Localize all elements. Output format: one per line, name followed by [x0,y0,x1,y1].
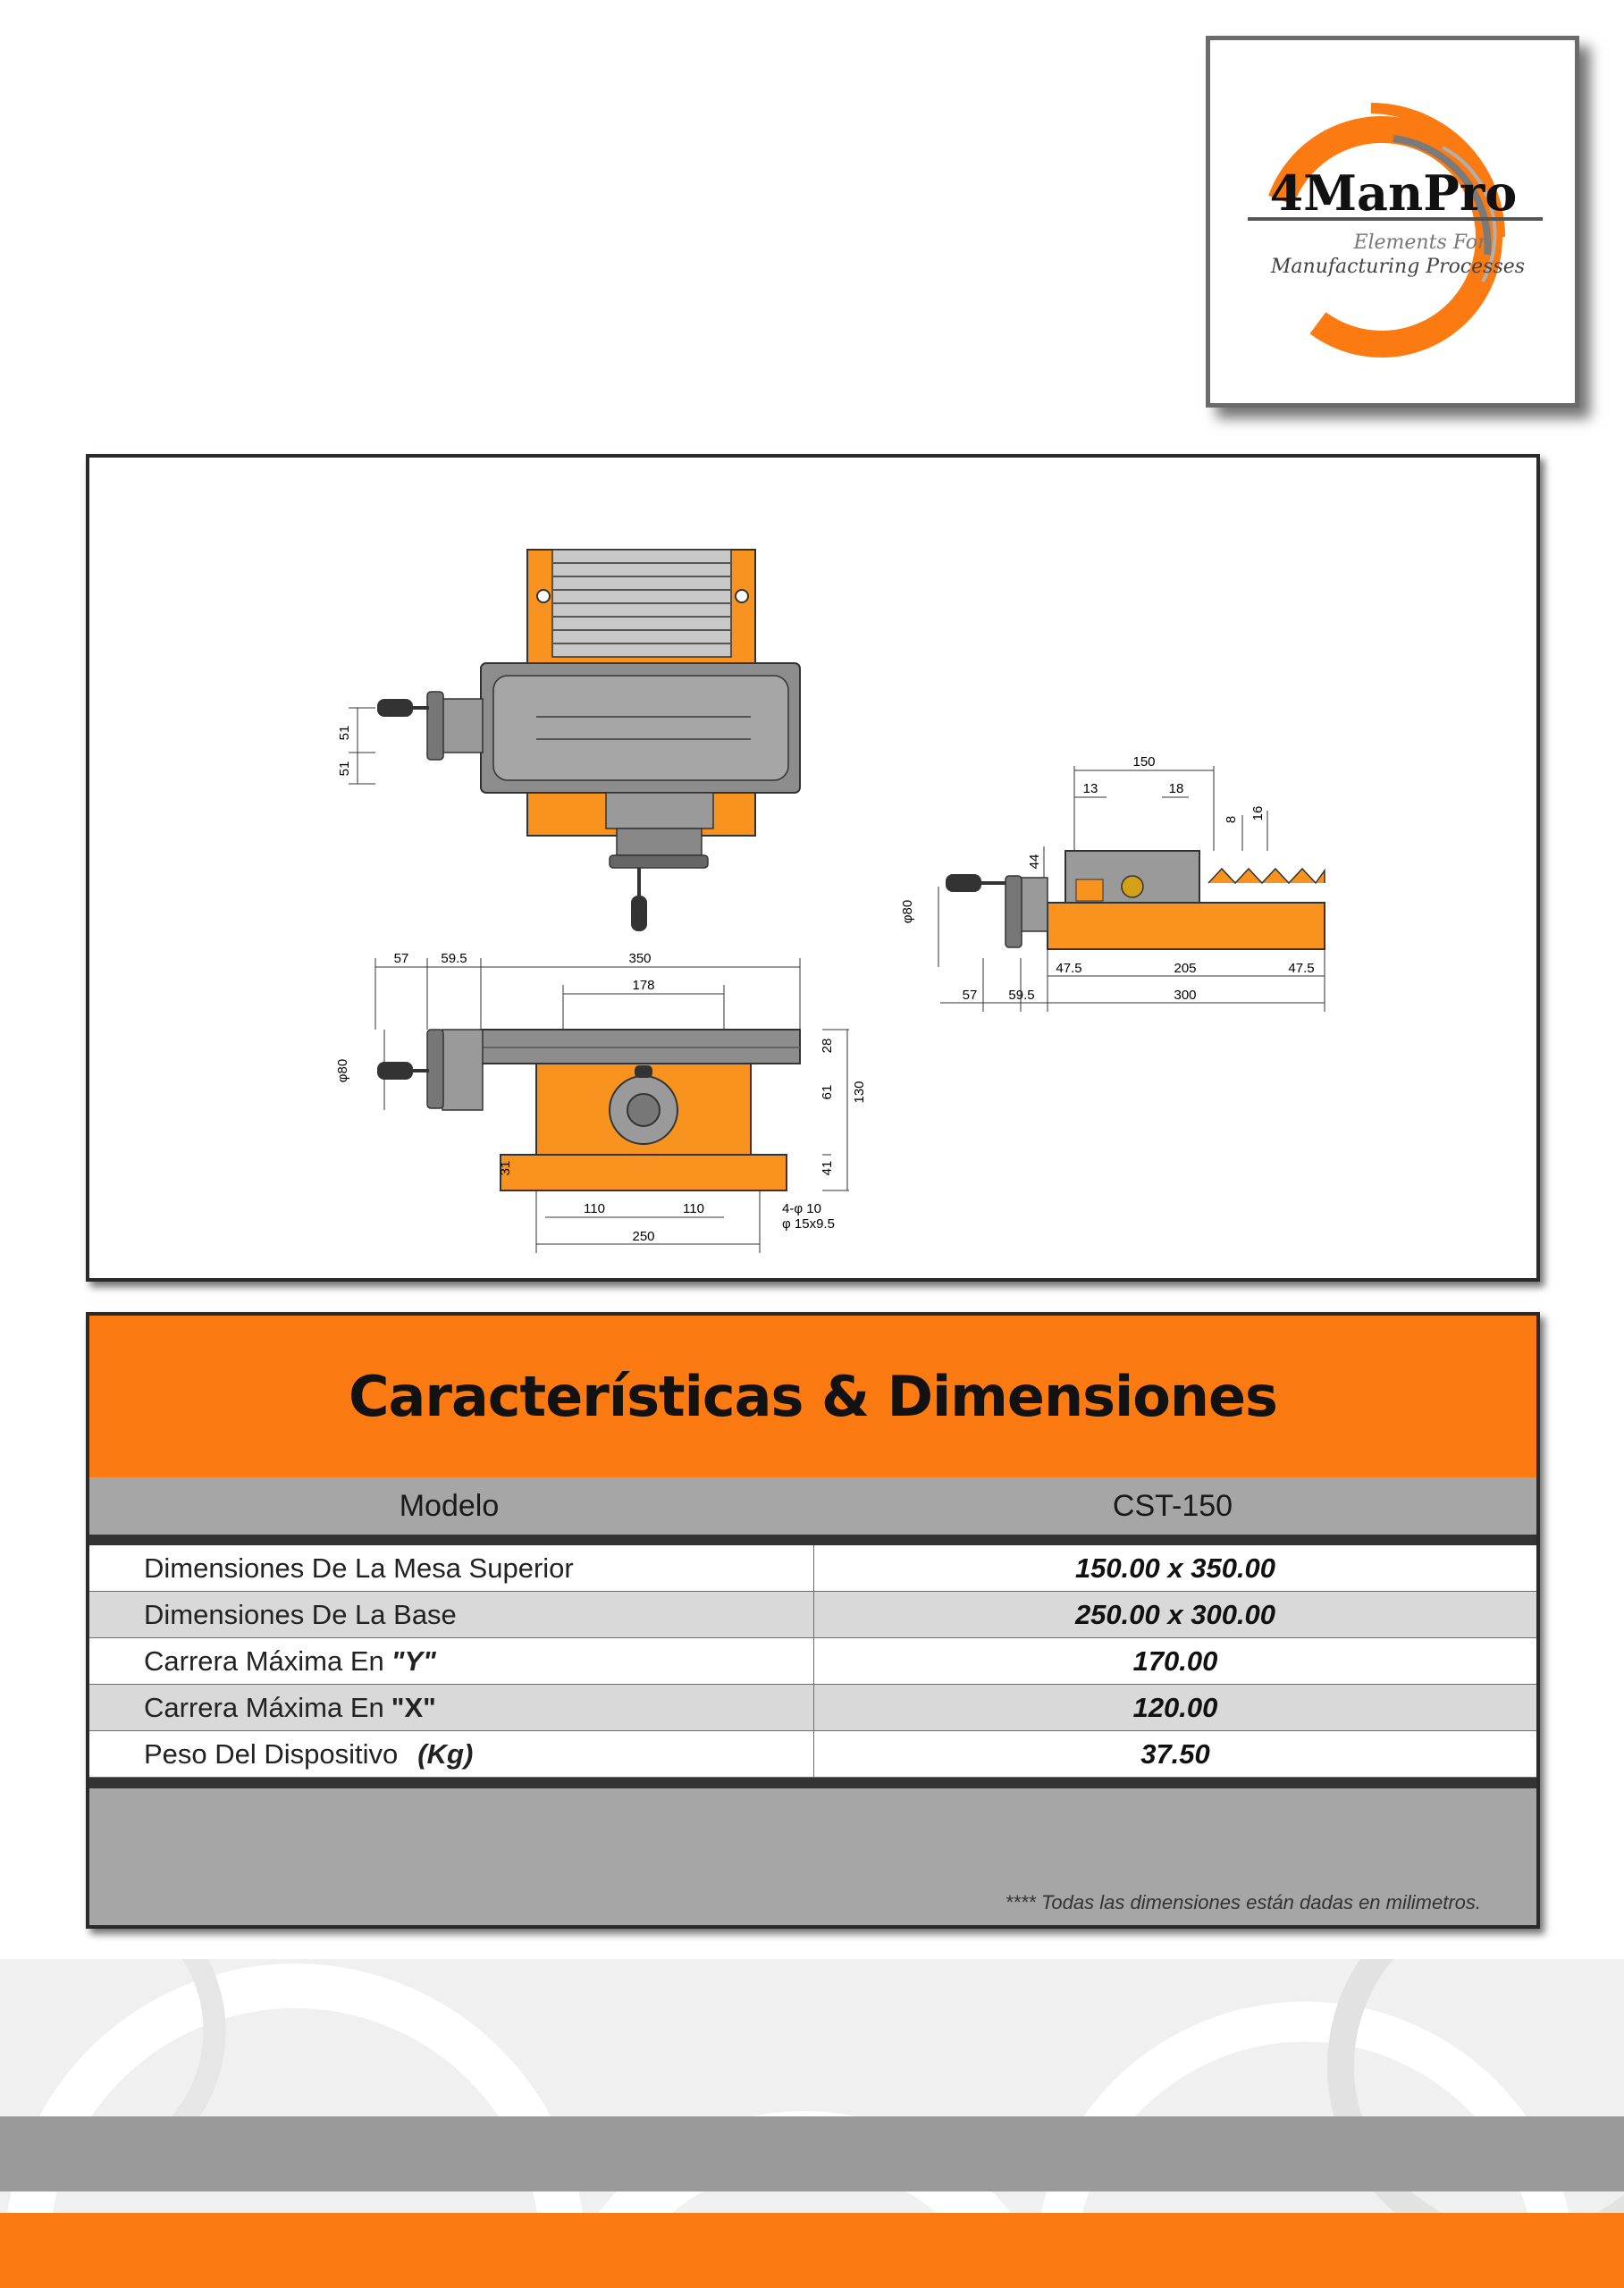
footer-gray-bar [0,2116,1624,2191]
dim-label: 110 [584,1201,605,1216]
technical-drawing-panel [86,454,1540,1282]
model-value: CST-150 [1112,1488,1233,1523]
dim-label: 59.5 [441,951,467,966]
dim-label: 350 [628,951,652,966]
dim-label: 31 [498,1160,513,1176]
dim-label: 57 [393,951,409,966]
model-row [89,1477,1536,1535]
spec-label: Dimensiones De La Mesa Superior [144,1552,574,1584]
dim-label: 8 [1224,815,1239,824]
spec-label: Carrera Máxima En [144,1692,384,1723]
dim-label: 16 [1250,805,1266,821]
side-view [900,754,1325,1012]
spec-row [89,1638,1536,1685]
dim-label: 18 [1168,781,1184,796]
logo-box [1206,36,1579,408]
technical-drawing [89,458,1536,1278]
front-view [335,951,867,1253]
spec-value: 170.00 [1132,1645,1218,1677]
spec-panel [86,1312,1540,1929]
dim-label: 130 [852,1081,867,1104]
dim-label: 61 [820,1084,835,1100]
spec-label-emphasis: "Y" [391,1645,436,1677]
spec-label: Dimensiones De La Base [144,1599,457,1630]
spec-label-emphasis: "X" [391,1692,436,1723]
model-label: Modelo [399,1488,500,1523]
dim-label: 13 [1082,781,1098,796]
spec-rows [89,1545,1536,1778]
top-view [337,550,800,931]
dim-label: 205 [1174,961,1197,976]
brand-name: 4ManPro [1269,164,1518,222]
dim-label: 150 [1132,754,1156,770]
dim-label: 41 [820,1160,835,1176]
dim-label: 110 [683,1201,704,1216]
dim-label: 51 [337,761,352,777]
dim-label: 51 [337,725,352,741]
brand-logo [1210,40,1575,403]
brand-tagline-2: Manufacturing Processes [1270,256,1526,278]
dim-label: 57 [962,988,978,1003]
spec-row [89,1545,1536,1592]
spec-label: Peso Del Dispositivo [144,1738,399,1770]
dim-label: 300 [1174,988,1197,1003]
dim-label: 47.5 [1056,961,1082,976]
spec-value: 150.00 x 350.00 [1074,1552,1276,1584]
spec-value: 37.50 [1140,1738,1210,1770]
spec-header [89,1316,1536,1477]
dim-label: 44 [1027,854,1042,870]
dim-label: 47.5 [1288,961,1315,976]
spec-row [89,1731,1536,1778]
spec-value: 120.00 [1132,1692,1218,1723]
dim-label: φ80 [335,1058,350,1083]
dim-label: 250 [632,1229,655,1244]
dim-label: φ80 [900,899,915,924]
spec-title: Características & Dimensiones [349,1364,1277,1429]
spec-label: Carrera Máxima En [144,1645,384,1677]
spec-label-emphasis: (Kg) [417,1738,474,1770]
footer-orange-bar [0,2213,1624,2288]
footnote: **** Todas las dimensiones están dadas en milimetros. [1005,1891,1481,1914]
dim-label: 59.5 [1008,988,1035,1003]
dim-label: 178 [632,978,655,993]
dim-label: 28 [820,1038,835,1054]
separator-bar [89,1778,1536,1788]
brand-tagline-1: Elements For [1353,231,1487,254]
separator-bar [89,1535,1536,1545]
dim-label: φ 15x9.5 [782,1216,835,1232]
spec-row [89,1685,1536,1731]
spec-row [89,1592,1536,1638]
dim-label: 4-φ 10 [782,1201,821,1216]
spec-value: 250.00 x 300.00 [1074,1599,1276,1630]
